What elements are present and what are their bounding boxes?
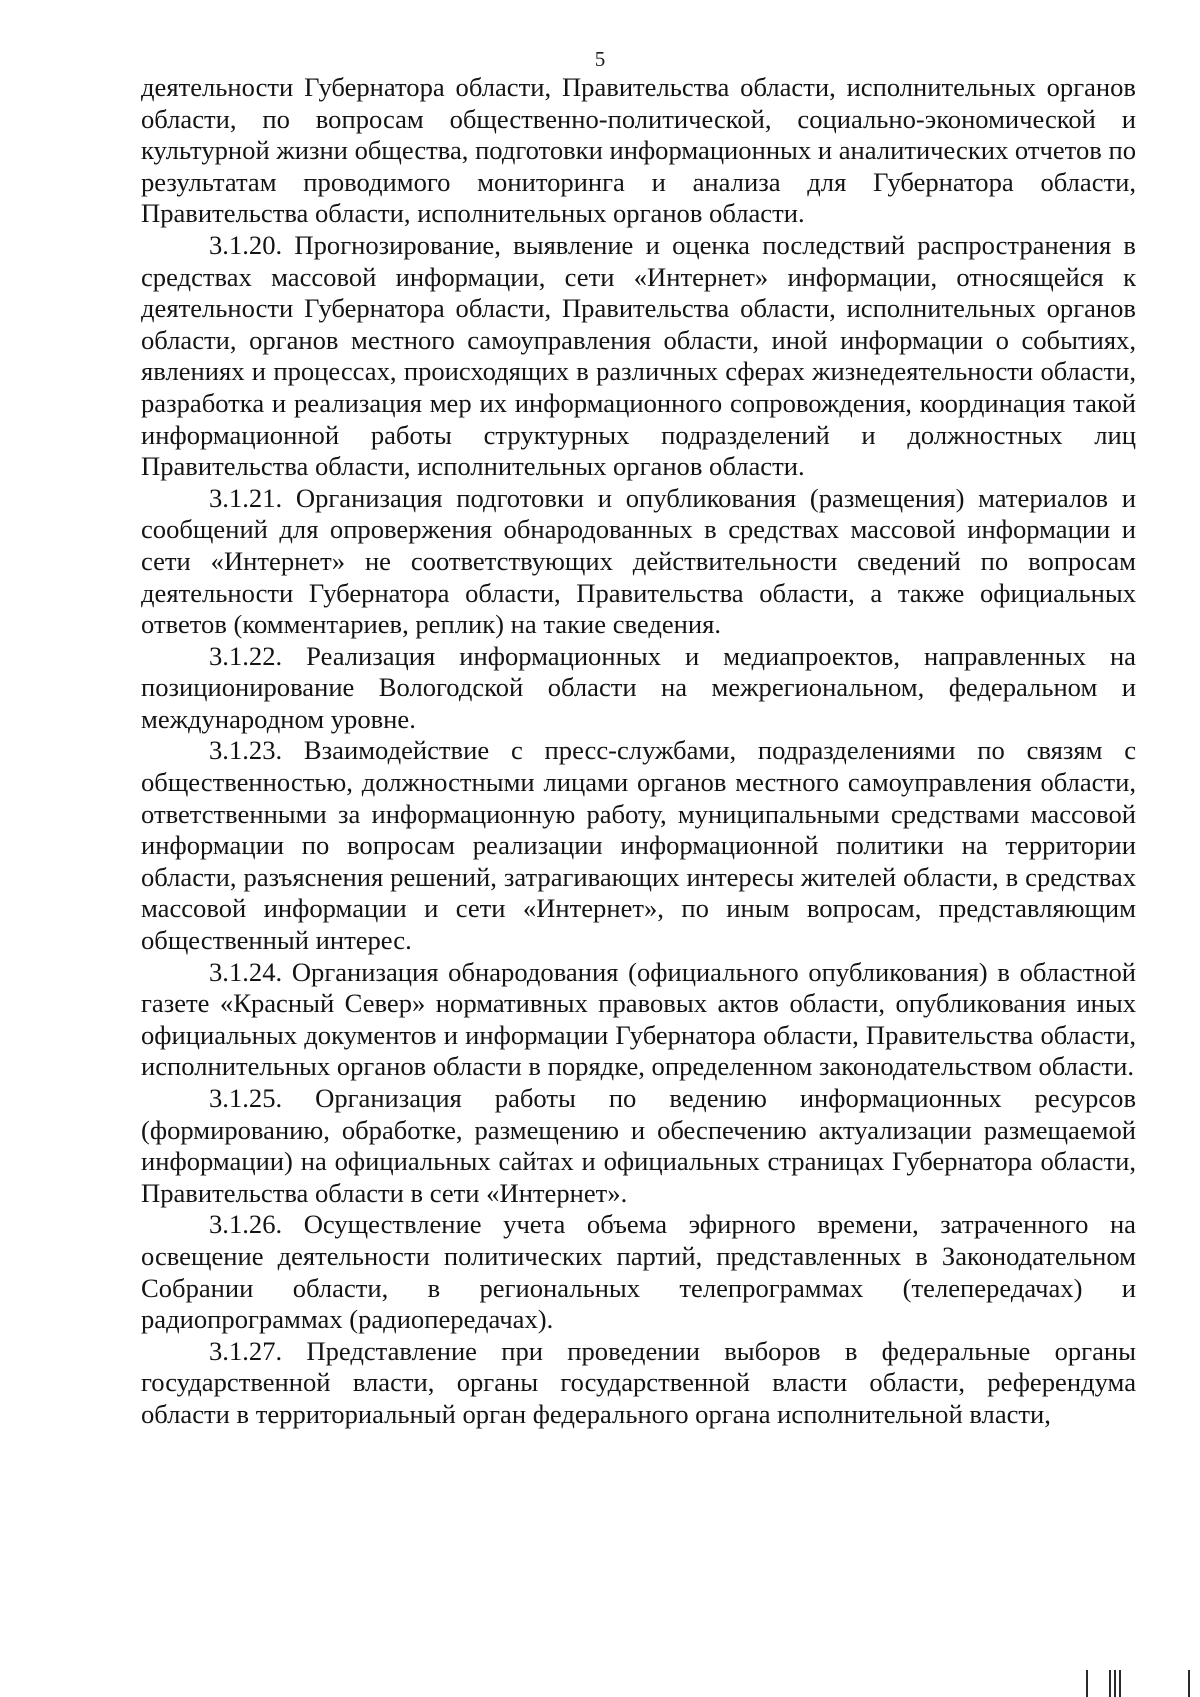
paragraph-3-1-24: 3.1.24. Организация обнародования (официального опубликования) в областной газете «Красный Север» нормативных правовых актов области, опубликования иных официальных документов и информации Губернатора области, Правительства области, исполнительных органов области в порядке, определенном законодательством области.	[141, 956, 1136, 1082]
scan-mark	[1188, 1670, 1190, 1697]
paragraph-3-1-21: 3.1.21. Организация подготовки и опубликования (размещения) материалов и сообщений для опровержения обнародованных в средствах массовой информации и сети «Интернет» не соответствующих действительности сведений по вопросам деятельности Губернатора области, Правительства области, а также официальных ответов (комментариев, реплик) на такие сведения.	[141, 482, 1136, 640]
paragraph-continuation: деятельности Губернатора области, Правительства области, исполнительных органов области, по вопросам общественно-политической, социально-экономической и культурной жизни общества, подготовки информационных и аналитических отчетов по результатам проводимого мониторинга и анализа для Губернатора области, Правительства области, исполнительных органов области.	[141, 72, 1136, 229]
scan-mark	[1114, 1670, 1116, 1697]
page-number: 5	[594, 47, 606, 71]
paragraph-3-1-23: 3.1.23. Взаимодействие с пресс-службами, подразделениями по связям с общественностью, должностными лицами органов местного самоуправления области, ответственными за информационную работу, муниципальными средствами массовой информации по вопросам реализации информационной политики на территории области, разъяснения решений, затрагивающих интересы жителей области, в средствах массовой информации и сети «Интернет», по иным вопросам, представляющим общественный интерес.	[141, 735, 1136, 956]
paragraph-3-1-20: 3.1.20. Прогнозирование, выявление и оценка последствий распространения в средствах массовой информации, сети «Интернет» информации, относящейся к деятельности Губернатора области, Правительства области, исполнительных органов области, органов местного самоуправления области, иной информации о событиях, явлениях и процессах, происходящих в различных сферах жизнедеятельности области, разработка и реализация мер их информационного сопровождения, координация такой информационной работы структурных подразделений и должностных лиц Правительства области, исполнительных органов области.	[141, 229, 1136, 482]
scan-mark	[1086, 1670, 1088, 1697]
document-body	[141, 72, 1136, 1431]
paragraph-3-1-26: 3.1.26. Осуществление учета объема эфирного времени, затраченного на освещение деятельности политических партий, представленных в Законодательном Собрании области, в региональных телепрограммах (телепередачах) и радиопрограммах (радиопередачах).	[141, 1209, 1136, 1335]
paragraph-3-1-25: 3.1.25. Организация работы по ведению информационных ресурсов (формированию, обработке, размещению и обеспечению актуализации размещаемой информации) на официальных сайтах и официальных страницах Губернатора области, Правительства области в сети «Интернет».	[141, 1083, 1136, 1208]
scan-edge-marks	[1086, 1670, 1196, 1697]
scan-mark	[1109, 1670, 1111, 1697]
scan-mark	[1119, 1670, 1121, 1697]
paragraph-3-1-22: 3.1.22. Реализация информационных и медиапроектов, направленных на позиционирование Вологодской области на межрегиональном, федеральном и международном уровне.	[141, 640, 1136, 734]
paragraph-3-1-27: 3.1.27. Представление при проведении выборов в федеральные органы государственной власти, органы государственной власти области, референдума области в территориальный орган федерального органа исполнительной власти,	[141, 1335, 1136, 1429]
